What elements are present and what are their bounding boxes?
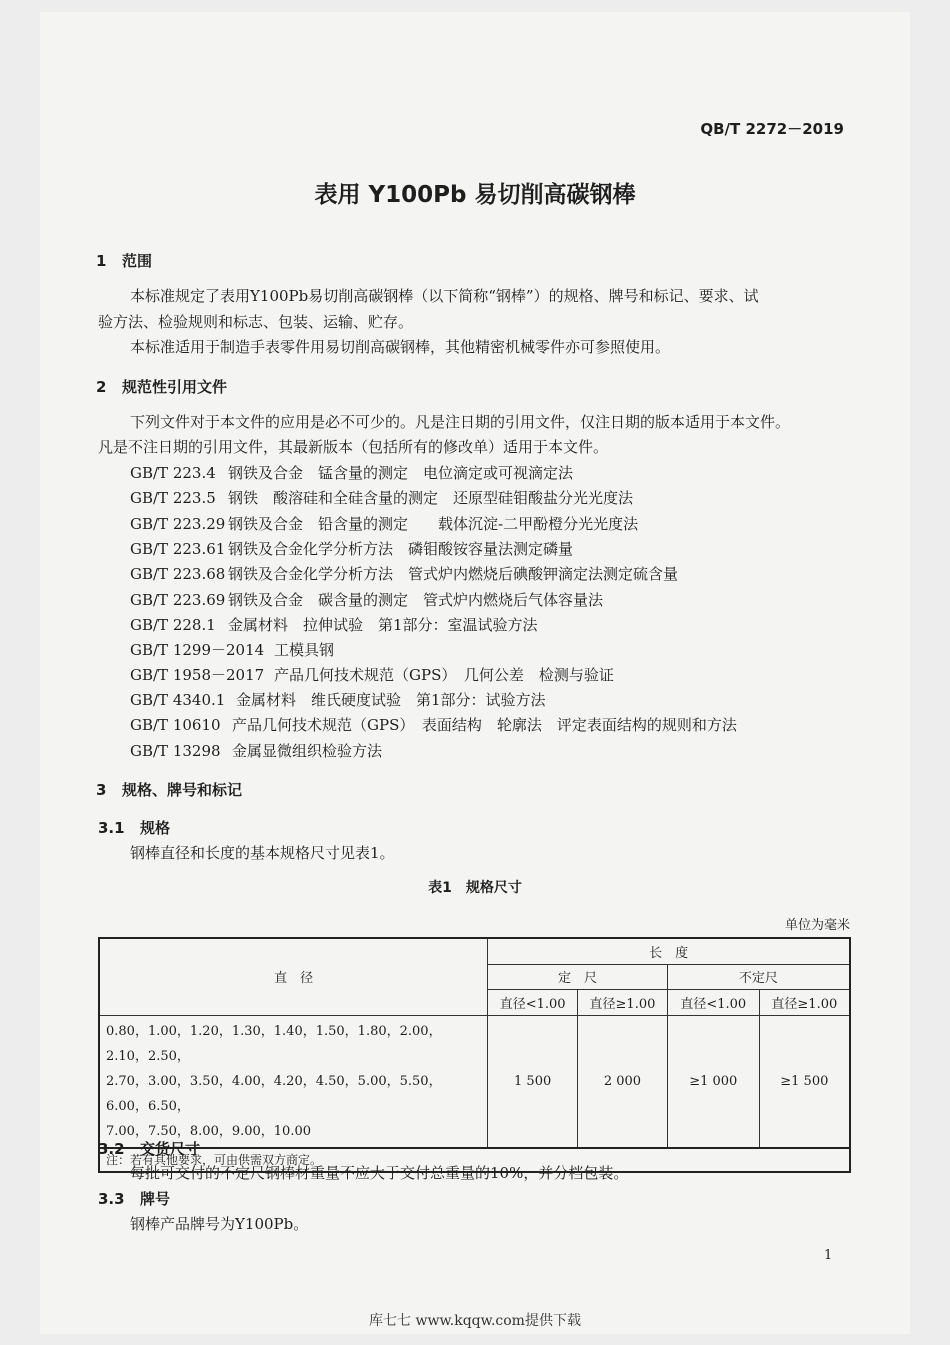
- subsection-3-1-heading: [98, 817, 170, 838]
- section-number: 1: [96, 252, 107, 270]
- normative-intro-line-2: 凡是不注日期的引用文件，其最新版本（包括所有的修改单）适用于本文件。: [98, 438, 609, 456]
- unfixed-lt-value: ≥1 000: [667, 1015, 759, 1148]
- reference-item: [130, 639, 334, 660]
- header-fixed-ge: 直径≥1.00: [578, 989, 668, 1015]
- reference-item: [130, 563, 678, 584]
- section-3-heading: [96, 779, 242, 800]
- scope-paragraph-2: 本标准适用于制造手表零件用易切削高碳钢棒，其他精密机械零件亦可参照使用。: [130, 338, 671, 356]
- reference-item: [130, 589, 603, 610]
- reference-title: 钢铁及合金化学分析方法 管式炉内燃烧后碘酸钾滴定法测定硫含量: [228, 565, 679, 583]
- reference-code: GB/T 1958－2017: [130, 666, 265, 684]
- section-number: 2: [96, 378, 107, 396]
- reference-title: 钢铁 酸溶硅和全硅含量的测定 还原型硅钼酸盐分光光度法: [228, 489, 634, 507]
- header-length: 长 度: [488, 938, 850, 964]
- reference-title: 金属显微组织检验方法: [232, 742, 383, 760]
- normative-intro-line-1: 下列文件对于本文件的应用是必不可少的。凡是注日期的引用文件，仅注日期的版本适用于本文件。: [130, 413, 791, 431]
- reference-code: GB/T 223.29: [130, 515, 226, 533]
- reference-code: GB/T 4340.1: [130, 691, 226, 709]
- header-fixed-length: 定 尺: [488, 964, 668, 989]
- reference-title: 工模具钢: [274, 641, 335, 659]
- reference-title: 钢铁及合金 碳含量的测定 管式炉内燃烧后气体容量法: [228, 591, 604, 609]
- subsection-number: 3.3: [98, 1190, 125, 1208]
- reference-title: 金属材料 维氏硬度试验 第1部分：试验方法: [236, 691, 546, 709]
- diameter-values-line: 7.00，7.50，8.00，9.00，10.00: [106, 1123, 311, 1139]
- header-fixed-lt: 直径<1.00: [488, 989, 578, 1015]
- spec-table: [98, 937, 851, 1173]
- scope-paragraph-line-2: 验方法、检验规则和标志、包装、运输、贮存。: [98, 313, 414, 331]
- subsection-title: 牌号: [140, 1190, 171, 1208]
- header-unfixed-ge: 直径≥1.00: [759, 989, 850, 1015]
- subsection-3-2-text: 每批可交付的不定尺钢棒材重量不应大于交付总重量的10%，并分档包装。: [130, 1164, 629, 1182]
- reference-code: GB/T 223.5: [130, 489, 216, 507]
- reference-item: [130, 538, 573, 559]
- reference-item: [130, 462, 573, 483]
- reference-code: GB/T 223.69: [130, 591, 226, 609]
- section-number: 3: [96, 781, 107, 799]
- reference-title: 钢铁及合金化学分析方法 磷钼酸铵容量法测定磷量: [228, 540, 574, 558]
- reference-title: 钢铁及合金 铅含量的测定 载体沉淀-二甲酚橙分光光度法: [228, 515, 639, 533]
- reference-item: [130, 487, 633, 508]
- reference-item: [130, 664, 614, 685]
- subsection-3-2-heading: [98, 1138, 200, 1159]
- diameter-values-line: 0.80，1.00，1.20，1.30，1.40，1.50，1.80，2.00，2.10，2.50，: [106, 1023, 442, 1064]
- reference-title: 产品几何技术规范（GPS） 表面结构 轮廓法 评定表面结构的规则和方法: [232, 716, 737, 734]
- table-row: [99, 1015, 850, 1148]
- standard-number: QB/T 2272－2019: [700, 120, 844, 138]
- reference-title: 钢铁及合金 锰含量的测定 电位滴定或可视滴定法: [228, 464, 574, 482]
- reference-title: 产品几何技术规范（GPS） 几何公差 检测与验证: [274, 666, 614, 684]
- reference-item: [130, 614, 538, 635]
- scope-paragraph-line-1: 本标准规定了表用Y100Pb易切削高碳钢棒（以下简称“钢棒”）的规格、牌号和标记、要求、试: [130, 287, 759, 305]
- section-title: 规范性引用文件: [122, 378, 228, 396]
- subsection-title: 交货尺寸: [140, 1140, 201, 1158]
- reference-code: GB/T 223.61: [130, 540, 226, 558]
- fixed-lt-value: 1 500: [488, 1015, 578, 1148]
- fixed-ge-value: 2 000: [578, 1015, 668, 1148]
- section-1-heading: [96, 250, 152, 271]
- header-unfixed-lt: 直径<1.00: [667, 989, 759, 1015]
- subsection-3-3-heading: [98, 1188, 170, 1209]
- reference-code: GB/T 1299－2014: [130, 641, 265, 659]
- subsection-3-1-text: 钢棒直径和长度的基本规格尺寸见表1。: [130, 844, 395, 862]
- reference-code: GB/T 10610: [130, 716, 221, 734]
- table-1-title: 表1 规格尺寸: [428, 880, 522, 896]
- reference-code: GB/T 223.4: [130, 464, 216, 482]
- reference-code: GB/T 223.68: [130, 565, 226, 583]
- reference-item: [130, 714, 737, 735]
- table-header-row: [99, 938, 850, 964]
- diameter-values: [99, 1015, 488, 1148]
- section-title: 范围: [122, 252, 153, 270]
- reference-code: GB/T 13298: [130, 742, 221, 760]
- section-2-heading: [96, 376, 227, 397]
- table-1-unit: 单位为毫米: [784, 918, 850, 933]
- page-number: 1: [824, 1248, 833, 1263]
- subsection-title: 规格: [140, 819, 171, 837]
- reference-item: [130, 513, 638, 534]
- subsection-number: 3.2: [98, 1140, 125, 1158]
- reference-item: [130, 740, 382, 761]
- section-title: 规格、牌号和标记: [122, 781, 243, 799]
- document-title: 表用 Y100Pb 易切削高碳钢棒: [314, 182, 636, 208]
- subsection-number: 3.1: [98, 819, 125, 837]
- reference-code: GB/T 228.1: [130, 616, 216, 634]
- diameter-values-line: 2.70，3.00，3.50，4.00，4.20，4.50，5.00，5.50，6.00，6.50，: [106, 1073, 442, 1114]
- header-diameter: 直 径: [99, 938, 488, 1015]
- download-footer: 库七七 www.kqqw.com提供下载: [369, 1313, 581, 1329]
- reference-title: 金属材料 拉伸试验 第1部分：室温试验方法: [228, 616, 538, 634]
- header-unfixed-length: 不定尺: [667, 964, 850, 989]
- unfixed-ge-value: ≥1 500: [759, 1015, 850, 1148]
- subsection-3-3-text: 钢棒产品牌号为Y100Pb。: [130, 1215, 309, 1233]
- table-note: 注：若有其他要求，可由供需双方商定。: [99, 1148, 850, 1172]
- reference-item: [130, 689, 546, 710]
